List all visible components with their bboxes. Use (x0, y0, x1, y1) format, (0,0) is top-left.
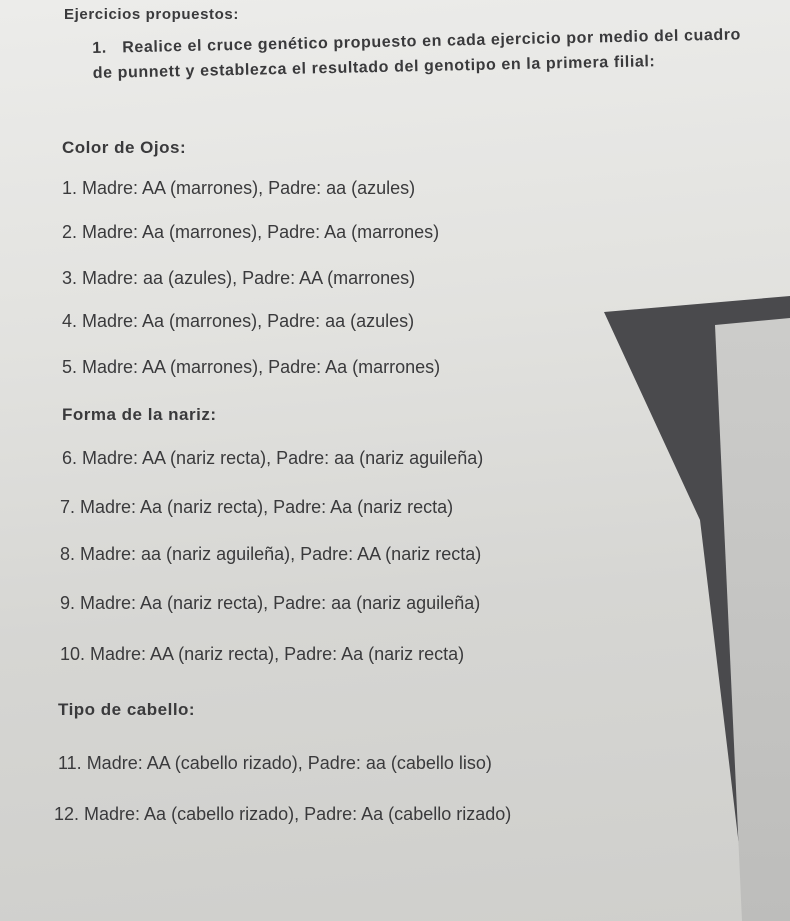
section-title-eye-color: Color de Ojos: (62, 138, 187, 157)
section-title-nose-shape: Forma de la nariz: (62, 405, 217, 424)
exercise-item: 9. Madre: Aa (nariz recta), Padre: aa (nariz aguileña) (60, 593, 481, 613)
exercise-item: 1. Madre: AA (marrones), Padre: aa (azules) (62, 178, 416, 198)
instruction-number: 1. (92, 39, 107, 57)
exercise-item: 10. Madre: AA (nariz recta), Padre: Aa (nariz recta) (60, 644, 465, 664)
exercise-item: 6. Madre: AA (nariz recta), Padre: aa (nariz aguileña) (62, 448, 484, 468)
exercise-item: 8. Madre: aa (nariz aguileña), Padre: AA (nariz recta) (60, 544, 482, 564)
section-title-hair-type: Tipo de cabello: (58, 700, 196, 719)
exercise-item: 5. Madre: AA (marrones), Padre: Aa (marrones) (62, 357, 441, 377)
exercise-item: 7. Madre: Aa (nariz recta), Padre: Aa (nariz recta) (60, 497, 454, 517)
exercise-item: 12. Madre: Aa (cabello rizado), Padre: Aa (cabello rizado) (54, 804, 512, 824)
instruction-text: Realice el cruce genético propuesto en cada ejercicio por medio del cuadro de punnett y establezca el resultado del genotipo en la primera filial: (92, 26, 742, 82)
page-heading: Ejercicios propuestos: (64, 6, 239, 23)
exercise-item: 11. Madre: AA (cabello rizado), Padre: aa (cabello liso) (58, 753, 492, 773)
exercise-item: 4. Madre: Aa (marrones), Padre: aa (azules) (62, 311, 415, 331)
exercise-item: 3. Madre: aa (azules), Padre: AA (marrones) (62, 268, 416, 288)
exercise-item: 2. Madre: Aa (marrones), Padre: Aa (marrones) (62, 222, 440, 242)
